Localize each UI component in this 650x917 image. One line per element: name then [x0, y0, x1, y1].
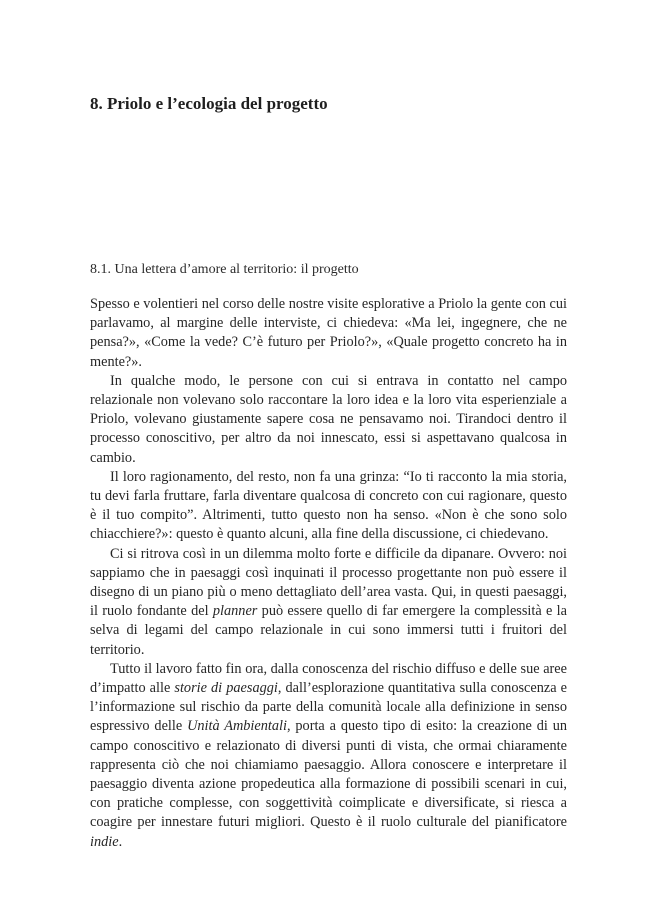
italic-term: indie — [90, 833, 119, 850]
body-text — [90, 295, 567, 852]
section-title: 8.1. Una lettera d’amore al territorio: il progetto — [90, 262, 359, 277]
paragraph: Il loro ragionamento, del resto, non fa una grinza: “Io ti racconto la mia storia, tu devi farla fruttare, farla diventare qualcosa di concreto con cui ragionare, questo è il tuo compito”. Altrimenti, tutto questo non ha senso. «Non è che sono solo chiacchiere?»: questo è quanto alcuni, alla fine della discussione, ci chiedevano. — [90, 468, 567, 543]
chapter-title: 8. Priolo e l’ecologia del progetto — [90, 94, 328, 113]
italic-term: planner — [212, 603, 258, 620]
italic-term: Unità Ambientali — [187, 718, 287, 735]
paragraph: Tutto il lavoro fatto fin ora, dalla conoscenza del rischio diffuso e delle sue aree d’impatto alle storie di paesaggi, dall’esplorazione quantitativa sulla conoscenza e l’informazione sul rischio da parte della comunità locale alla definizione in senso espressivo delle Unità Ambientali, porta a questo tipo di esito: la creazione di un campo conoscitivo e relazionato di diversi punti di vista, che ormai chiaramente rappresenta ciò che noi chiamiamo paesaggio. Allora conoscere e interpretare il paesaggio diventa azione propedeutica alla formazione di possibili scenari in cui, con pratiche complesse, con soggettività coimplicate e diversificate, si riesca a coagire per innestare futuri migliori. Questo è il ruolo culturale del pianificatore indie. — [90, 660, 567, 850]
italic-term: storie di paesaggi — [174, 680, 278, 697]
paragraph: In qualche modo, le persone con cui si entrava in contatto nel campo relazionale non volevano solo raccontare la loro idea e la loro vita esperienziale a Priolo, volevano giustamente sapere cosa ne pensavamo noi. Tirandoci dentro il processo conoscitivo, per altro da noi innescato, essi si aspettavano qualcosa in cambio. — [90, 372, 567, 466]
paragraph: Ci si ritrova così in un dilemma molto forte e difficile da dipanare. Ovvero: noi sappiamo che in paesaggi così inquinati il processo progettante non può essere il disegno di un piano più o meno dettagliato dell’area vasta. Qui, in questi paesaggi, il ruolo fondante del planner può essere quello di far emergere la complessità e la selva di legami del campo relazionale in cui sono immersi tutti i fruitori del territorio. — [90, 545, 568, 658]
paragraph: Spesso e volentieri nel corso delle nostre visite esplorative a Priolo la gente con cui parlavamo, al margine delle interviste, ci chiedeva: «Ma lei, ingegnere, che ne pensa?», «Come la vede? C’è futuro per Priolo?», «Quale progetto concreto ha in mente?». — [90, 296, 567, 370]
